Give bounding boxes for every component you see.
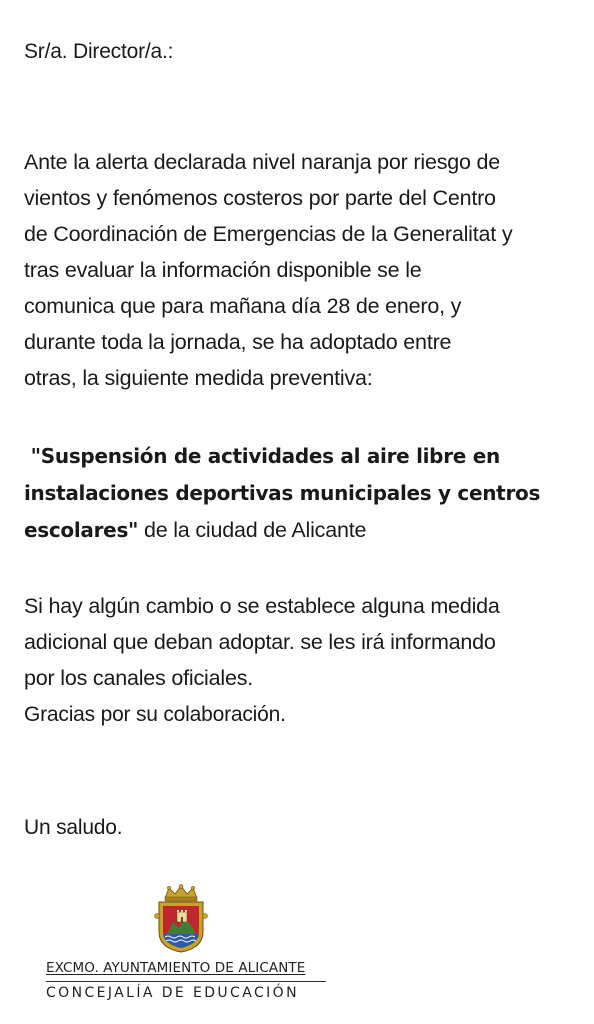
measure-regular-tail: de la ciudad de Alicante [138,518,367,542]
org-name: EXCMO. AYUNTAMIENTO DE ALICANTE [46,960,306,976]
intro-line: de Coordinación de Emergencias de la Generalitat y [24,222,513,246]
salutation: Sr/a. Director/a.: [24,40,174,63]
intro-line: durante toda la jornada, se ha adoptado entre [24,330,452,354]
measure-last-line [24,512,580,549]
changes-line: por los canales oficiales. [24,666,254,690]
intro-paragraph [24,144,580,396]
changes-line: adicional que deban adoptar. se les irá informando [24,630,496,654]
org-divider [46,981,326,982]
intro-line: vientos y fenómenos costeros por parte del Centro [24,186,496,210]
measure-bold-line: "Suspensión de actividades al aire libre en [24,444,500,468]
changes-paragraph [24,588,580,696]
thanks-line: Gracias por su colaboración. [24,703,286,726]
preventive-measure [24,438,580,549]
changes-line: Si hay algún cambio o se establece alguna medida [24,594,500,618]
intro-line: tras evaluar la información disponible se le [24,258,422,282]
department-name: CONCEJALÍA DE EDUCACIÓN [46,985,299,1001]
alicante-coat-of-arms-icon [153,884,209,954]
intro-line: otras, la siguiente medida preventiva: [24,366,373,390]
measure-bold-line: instalaciones deportivas municipales y centros [24,481,541,505]
intro-line: Ante la alerta declarada nivel naranja por riesgo de [24,150,501,174]
measure-bold-line: escolares" [24,518,139,542]
intro-line: comunica que para mañana día 28 de enero, y [24,294,462,318]
closing-line: Un saludo. [24,816,123,839]
crown-icon [165,885,197,902]
